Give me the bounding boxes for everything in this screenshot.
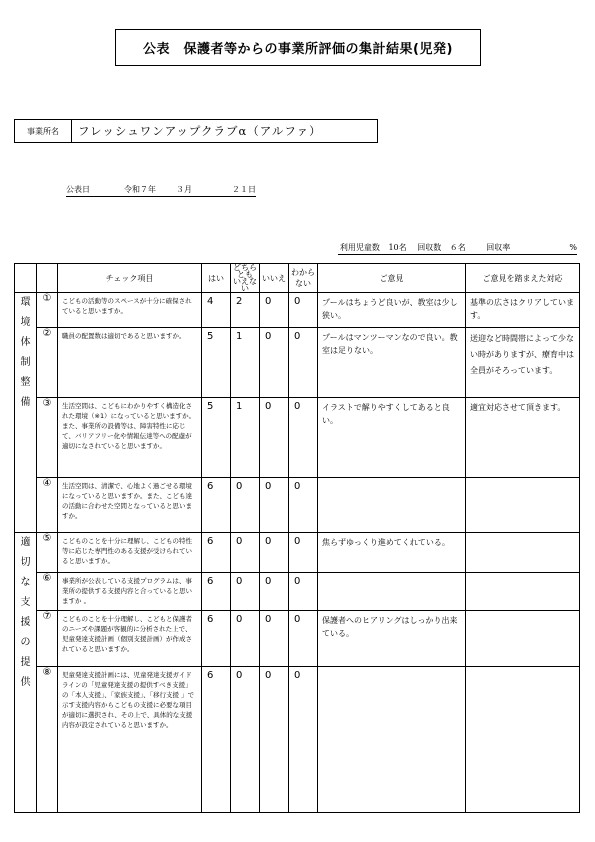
count-no: 0	[260, 398, 289, 478]
count-neither: 0	[231, 667, 260, 813]
count-no: 0	[260, 611, 289, 667]
category-support: 適 切 な 支 援 の 提 供	[15, 533, 37, 813]
publication-month: ３月	[176, 185, 192, 194]
opinion-text: プールはマンツーマンなので良い。教室は足りない。	[318, 328, 466, 398]
question-text: 生活空間は、こどもにわかりやすく構造化された環境（※1）になっていると思いますか。また、事業所の設備等は、障害特性に応じて、バリアフリー化や情報伝達等への配慮が適切になされていると思いますか。	[58, 398, 202, 478]
collected-value: ６名	[449, 243, 466, 252]
opinion-text: 保護者へのヒアリングはしっかり出来ている。	[318, 611, 466, 667]
page-title: 公表 保護者等からの事業所評価の集計結果(児発)	[115, 29, 481, 66]
opinion-text: 焦らずゆっくり進めてくれている。	[318, 533, 466, 573]
row-number: ①	[37, 293, 58, 328]
header-category	[15, 264, 37, 293]
response-text	[466, 573, 580, 611]
count-neither: 2	[231, 293, 260, 328]
evaluation-table	[14, 263, 580, 813]
header-opinion: ご意見	[318, 264, 466, 293]
users-label: 利用児童数	[339, 243, 380, 252]
row-number: ②	[37, 328, 58, 398]
response-text	[466, 533, 580, 573]
header-item: チェック項目	[58, 264, 202, 293]
question-text: 職員の配置数は適切であると思いますか。	[58, 328, 202, 398]
office-row	[14, 119, 378, 143]
row-number: ⑤	[37, 533, 58, 573]
row-number: ⑦	[37, 611, 58, 667]
row-number: ③	[37, 398, 58, 478]
count-yes: 6	[202, 667, 231, 813]
count-no: 0	[260, 667, 289, 813]
count-no: 0	[260, 573, 289, 611]
response-text	[466, 667, 580, 813]
count-yes: 5	[202, 328, 231, 398]
opinion-text	[318, 478, 466, 533]
header-number	[37, 264, 58, 293]
table-row	[15, 293, 580, 328]
table-row	[15, 398, 580, 478]
count-no: 0	[260, 533, 289, 573]
count-no: 0	[260, 293, 289, 328]
table-row	[15, 533, 580, 573]
opinion-text: イラストで解りやすくしてあると良い。	[318, 398, 466, 478]
header-response: ご意見を踏まえた対応	[466, 264, 580, 293]
office-label: 事業所名	[14, 119, 72, 143]
row-number: ⑥	[37, 573, 58, 611]
table-row	[15, 328, 580, 398]
count-no: 0	[260, 478, 289, 533]
count-unknown: 0	[289, 573, 318, 611]
count-yes: 4	[202, 293, 231, 328]
question-text: こどものことを十分理解し、こどもと保護者のニーズや課題が客観的に分析された上で、児童発達支援計画（個別支援計画）が作成されていると思いますか。	[58, 611, 202, 667]
header-unknown: わから ない	[289, 264, 318, 293]
count-unknown: 0	[289, 667, 318, 813]
category-environment: 環 境 体 制 整 備	[15, 293, 37, 533]
count-yes: 6	[202, 573, 231, 611]
collected-label: 回収数	[417, 243, 442, 252]
users-value: 10名	[388, 243, 407, 252]
response-text: 送迎など時間帯によって少ない時がありますが、療育中は全員がそろっています。	[466, 328, 580, 398]
count-unknown: 0	[289, 478, 318, 533]
office-name: フレッシュワンアップクラブα（アルファ）	[72, 119, 378, 143]
publication-day: ２１日	[232, 185, 256, 194]
count-unknown: 0	[289, 533, 318, 573]
table-row	[15, 573, 580, 611]
opinion-text	[318, 573, 466, 611]
response-text: 適宜対応させて頂きます。	[466, 398, 580, 478]
count-unknown: 0	[289, 293, 318, 328]
question-text: 生活空間は、清潔で、心地よく過ごせる環境になっていると思いますか。また、こども達の活動に合わせた空間となっていると思いますか。	[58, 478, 202, 533]
table-row	[15, 478, 580, 533]
publication-era: 令和７年	[124, 185, 156, 194]
rate-unit: %	[569, 243, 577, 252]
collection-stats	[338, 242, 577, 255]
header-row	[15, 264, 580, 293]
question-text: 事業所が公表している支援プログラムは、事業所の提供する支援内容と合っていると思いますか 。	[58, 573, 202, 611]
header-no: いいえ	[260, 264, 289, 293]
response-text	[466, 478, 580, 533]
count-yes: 6	[202, 478, 231, 533]
header-yes: はい	[202, 264, 231, 293]
row-number: ⑧	[37, 667, 58, 813]
opinion-text: プールはちょうど良いが、教室は少し狭い。	[318, 293, 466, 328]
count-yes: 6	[202, 533, 231, 573]
count-neither: 1	[231, 398, 260, 478]
count-neither: 0	[231, 533, 260, 573]
count-neither: 0	[231, 611, 260, 667]
count-yes: 6	[202, 611, 231, 667]
count-unknown: 0	[289, 611, 318, 667]
row-number: ④	[37, 478, 58, 533]
response-text	[466, 611, 580, 667]
count-neither: 0	[231, 573, 260, 611]
count-no: 0	[260, 328, 289, 398]
question-text: 児童発達支援計画には、児童発達支援ガイドラインの「児童発達支援の提供すべき支援」の「本人支援」、「家族支援」、「移行支援 」で示す支援内容からこどもの支援に必要な項目が適切に選択され、その上で、具体的な支援内容が設定されていると思いますか。	[58, 667, 202, 813]
count-yes: 5	[202, 398, 231, 478]
table-row	[15, 667, 580, 813]
response-text: 基準の広さはクリアしています。	[466, 293, 580, 328]
rate-label: 回収率	[486, 243, 511, 252]
count-neither: 1	[231, 328, 260, 398]
count-unknown: 0	[289, 398, 318, 478]
opinion-text	[318, 667, 466, 813]
question-text: こどもの活動等のスペースが十分に確保されていると思いますか。	[58, 293, 202, 328]
publication-label: 公表日	[66, 185, 90, 194]
count-neither: 0	[231, 478, 260, 533]
publication-date	[66, 184, 256, 197]
table-row	[15, 611, 580, 667]
question-text: こどものことを十分に理解し、こどもの特性等に応じた専門性のある支援が受けられていると思いますか。	[58, 533, 202, 573]
header-neither: どちらとも いえない	[231, 264, 260, 293]
count-unknown: 0	[289, 328, 318, 398]
